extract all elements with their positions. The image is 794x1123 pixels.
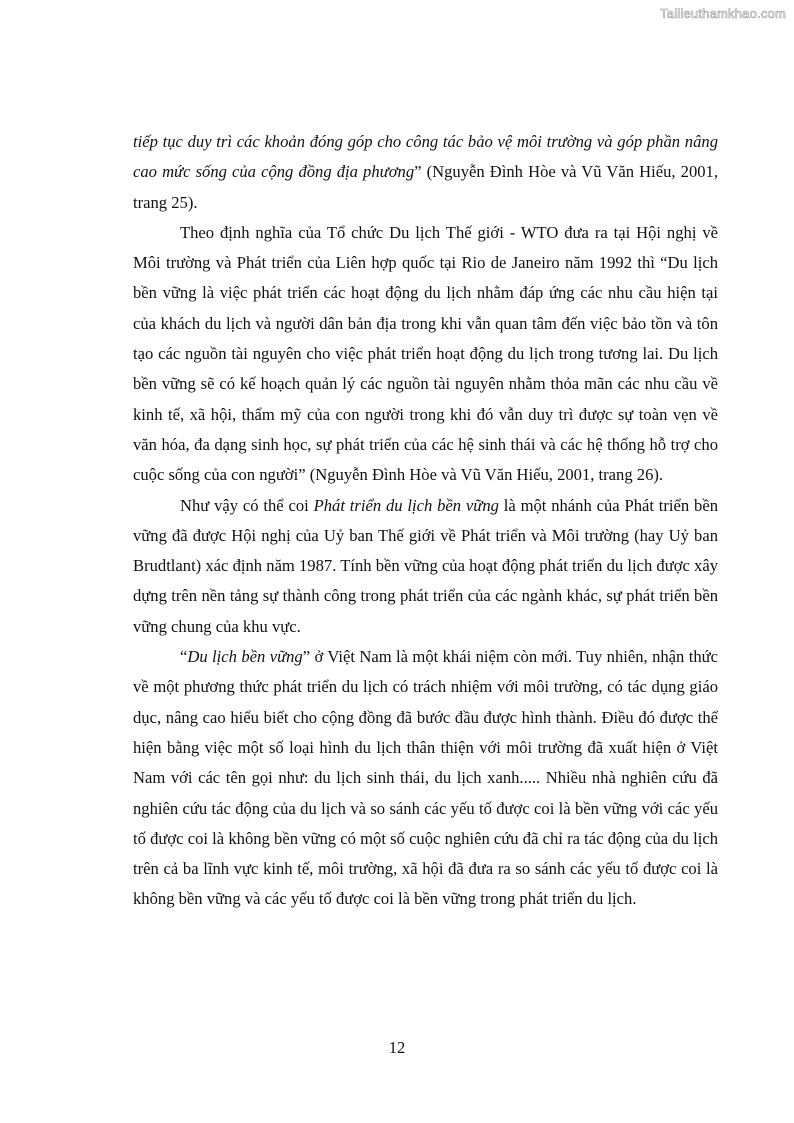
page-number: 12 (388, 1038, 406, 1057)
paragraph-text-before: Như vậy có thể coi (180, 495, 314, 515)
paragraph-text-before: “ (180, 647, 188, 667)
paragraph-sustainable-tourism-development (133, 491, 718, 642)
watermark-text: Tailieuthamkhao.com (660, 6, 786, 21)
italic-term: Du lịch bền vững (187, 647, 303, 667)
citation-text: ” (Nguyễn Đình Hòe và Vũ Văn Hiếu, 2001, trang 25). (133, 162, 718, 212)
paragraph-text-after: ” ở Việt Nam là một khái niệm còn mới. Tuy nhiên, nhận thức về một phương thức phát triển du lịch có trách nhiệm với môi trường, có tác dụng giáo dục, nâng cao hiểu biết cho cộng đồng đã bước đầu được hình thành. Điều đó được thể hiện bằng việc một số loại hình du lịch thân thiện với môi trường đã xuất hiện ở Việt Nam với các tên gọi như: du lịch sinh thái, du lịch xanh..... Nhiều nhà nghiên cứu đã nghiên cứu tác động của du lịch và so sánh các yếu tố được coi là bền vững với các yếu tố được coi là không bền vững có một số cuộc nghiên cứu đã chỉ ra tác động của du lịch trên cả ba lĩnh vực kinh tế, môi trường, xã hội đã đưa ra so sánh các yếu tố được coi là không bền vững và các yếu tố được coi là bền vững trong phát triển du lịch. (133, 647, 719, 909)
paragraph-text-after: là một nhánh của Phát triển bền vững đã được Hội nghị của Uỷ ban Thế giới về Phát triển và Môi trường (hay Uỷ ban Brudtlant) xác định năm 1987. Tính bền vững của hoạt động phát triển du lịch được xây dựng trên nền tảng sự thành công trong phát triển của các ngành khác, sự phát triển bền vững chung của khu vực. (133, 495, 718, 636)
paragraph-quote-continuation (133, 127, 718, 218)
italic-term: Phát triển du lịch bền vững (313, 495, 499, 515)
italic-quote: tiếp tục duy trì các khoản đóng góp cho công tác bảo vệ môi trường và góp phần nâng cao mức sống của cộng đồng địa phương (133, 132, 718, 182)
paragraph-wto-definition (133, 218, 718, 491)
document-body (133, 127, 718, 915)
paragraph-text: Theo định nghĩa của Tổ chức Du lịch Thế giới - WTO đưa ra tại Hội nghị về Môi trường và Phát triển của Liên hợp quốc tại Rio de Janeiro năm 1992 thì “Du lịch bền vững là việc phát triển các hoạt động du lịch nhằm đáp ứng các nhu cầu hiện tại của khách du lịch và người dân bản địa trong khi vẫn quan tâm đến việc bảo tồn và tôn tạo các nguồn tài nguyên cho việc phát triển hoạt động du lịch trong tương lai. Du lịch bền vững sẽ có kế hoạch quản lý các nguồn tài nguyên nhằm thỏa mãn các nhu cầu về kinh tế, xã hội, thẩm mỹ của con người trong khi đó vẫn duy trì được sự toàn vẹn về văn hóa, đa dạng sinh học, sự phát triển của các hệ sinh thái và các hệ thống hỗ trợ cho cuộc sống của con người” (Nguyễn Đình Hòe và Vũ Văn Hiếu, 2001, trang 26). (133, 222, 718, 485)
paragraph-vietnam-sustainable-tourism (133, 642, 718, 915)
